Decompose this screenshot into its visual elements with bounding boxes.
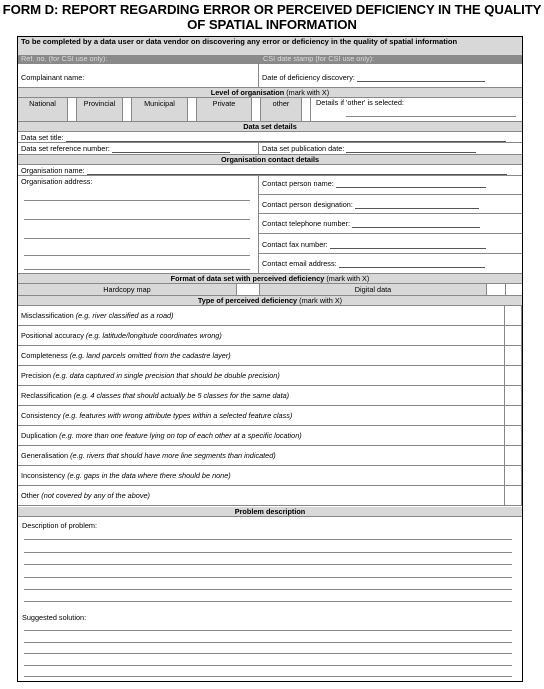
problem-description-area (18, 517, 522, 681)
deficiency-type-example: (e.g. land parcels omitted from the cadastre layer) (69, 351, 231, 360)
contact-person-name-label: Contact person name: (262, 179, 334, 188)
ref-no-label: Ref. no. (for CSI use only): (21, 56, 108, 63)
deficiency-row-text (18, 486, 504, 505)
contact-person-designation-field[interactable] (259, 195, 522, 214)
deficiency-type-name: Inconsistency (21, 471, 66, 480)
deficiency-type-example: (e.g. rivers that should have more line segments than indicated) (70, 451, 276, 460)
deficiency-row (18, 446, 522, 466)
deficiency-checkbox[interactable] (504, 326, 522, 345)
csi-stamp-label: CSI date stamp (for CSI use only): (263, 56, 375, 63)
org-heading-row (18, 155, 522, 165)
deficiency-row (18, 426, 522, 446)
deficiency-type-example: (e.g. 4 classes that should actually be 5 classes for the same data) (73, 391, 290, 400)
dataset-ref-label: Data set reference number: (21, 144, 110, 153)
dataset-ref-row (18, 143, 522, 155)
deficiency-type-example: (e.g. gaps in the data where there should be none) (67, 471, 231, 480)
org-address-label: Organisation address: (21, 177, 93, 186)
deficiency-checkbox[interactable] (504, 406, 522, 425)
format-option-digital: Digital data (260, 284, 486, 295)
level-option-municipal: Municipal (132, 98, 187, 121)
complainant-name-field[interactable] (18, 64, 258, 87)
deficiency-type-name: Reclassification (21, 391, 72, 400)
deficiency-type-name: Consistency (21, 411, 61, 420)
deficiency-row (18, 346, 522, 366)
deficiency-heading-note: (mark with X) (299, 296, 343, 305)
dataset-heading: Data set details (243, 122, 297, 131)
contact-person-name-field[interactable] (259, 176, 522, 195)
org-address-field[interactable] (18, 176, 258, 273)
contact-person-designation-label: Contact person designation: (262, 200, 353, 209)
dataset-title-row (18, 132, 522, 143)
other-details-label: Details if 'other' is selected: (316, 98, 404, 107)
level-options-row (18, 98, 522, 122)
problem-description-label: Description of problem: (22, 521, 98, 530)
format-heading: Format of data set with perceived deficiency (170, 274, 325, 283)
level-option-other: other (261, 98, 301, 121)
deficiency-checkbox[interactable] (504, 466, 522, 485)
dataset-pub-date-label: Data set publication date: (262, 144, 345, 153)
office-use-bar (18, 56, 522, 64)
deficiency-row (18, 406, 522, 426)
deficiency-type-example: (not covered by any of the above) (41, 491, 150, 500)
form-title-line-2: OF SPATIAL INFORMATION (187, 17, 357, 32)
dataset-title-label: Data set title: (21, 133, 64, 142)
problem-heading: Problem description (234, 507, 306, 516)
format-options-row (18, 284, 522, 296)
dataset-heading-row (18, 122, 522, 132)
contact-fax-label: Contact fax number: (262, 240, 328, 249)
level-checkbox-national[interactable] (67, 98, 77, 121)
intro-row (18, 37, 522, 56)
level-heading-note: (mark with X) (286, 88, 330, 97)
deficiency-type-name: Completeness (21, 351, 68, 360)
deficiency-type-name: Other (21, 491, 40, 500)
other-details-field[interactable] (313, 98, 521, 121)
complainant-row (18, 64, 522, 88)
deficiency-checkbox[interactable] (504, 446, 522, 465)
dataset-ref-field[interactable] (18, 143, 258, 154)
contact-email-label: Contact email address: (262, 259, 337, 268)
deficiency-heading: Type of perceived deficiency (197, 296, 298, 305)
dataset-pub-date-field[interactable] (259, 143, 521, 154)
deficiency-row-text (18, 426, 504, 445)
level-option-provincial: Provincial (77, 98, 122, 121)
deficiency-row (18, 366, 522, 386)
deficiency-checkbox[interactable] (504, 366, 522, 385)
discovery-date-label: Date of deficiency discovery: (262, 73, 355, 82)
dataset-title-field[interactable] (18, 132, 522, 142)
format-checkbox-hardcopy[interactable] (236, 284, 260, 295)
intro-text: To be completed by a data user or data vendor on discovering any error or deficiency in the quality of spatial information (21, 37, 458, 46)
deficiency-type-example: (e.g. features with wrong attribute types within a selected feature class) (62, 411, 293, 420)
form-title-line-1: FORM D: REPORT REGARDING ERROR OR PERCEIVED DEFICIENCY IN THE QUALITY (2, 2, 542, 17)
deficiency-heading-row (18, 296, 522, 306)
deficiency-type-name: Positional accuracy (21, 331, 84, 340)
deficiency-row (18, 466, 522, 486)
deficiency-row (18, 486, 522, 506)
deficiency-checkbox[interactable] (504, 386, 522, 405)
deficiency-row-text (18, 366, 504, 385)
deficiency-type-name: Generalisation (21, 451, 69, 460)
org-name-field[interactable] (18, 165, 522, 175)
form-title (0, 2, 544, 32)
deficiency-type-example: (e.g. data captured in single precision that should be double precision) (53, 371, 280, 380)
deficiency-row-text (18, 386, 504, 405)
format-checkbox-digital[interactable] (486, 284, 506, 295)
deficiency-row-text (18, 306, 504, 325)
deficiency-type-example: (e.g. latitude/longitude coordinates wrong) (85, 331, 222, 340)
deficiency-type-example: (e.g. more than one feature lying on top of each other at a specific location) (59, 431, 302, 440)
level-option-private: Private (197, 98, 251, 121)
deficiency-row-text (18, 346, 504, 365)
deficiency-row (18, 326, 522, 346)
deficiency-checkbox[interactable] (504, 306, 522, 325)
contact-telephone-field[interactable] (259, 214, 522, 234)
problem-description-field[interactable] (22, 521, 97, 530)
suggested-solution-field[interactable] (22, 613, 86, 622)
deficiency-row (18, 306, 522, 326)
level-heading-row (18, 88, 522, 98)
contact-fax-field[interactable] (259, 234, 522, 254)
format-option-hardcopy: Hardcopy map (18, 284, 236, 295)
level-checkbox-other[interactable] (301, 98, 311, 121)
level-checkbox-provincial[interactable] (122, 98, 132, 121)
deficiency-checkbox[interactable] (504, 486, 522, 505)
level-option-national: National (18, 98, 67, 121)
contact-telephone-label: Contact telephone number: (262, 219, 351, 228)
format-heading-note: (mark with X) (326, 274, 370, 283)
level-heading: Level of organisation (210, 88, 285, 97)
deficiency-row (18, 386, 522, 406)
deficiency-type-name: Duplication (21, 431, 58, 440)
complainant-name-label: Complainant name: (21, 73, 85, 82)
deficiency-checkbox[interactable] (504, 426, 522, 445)
deficiency-row-text (18, 446, 504, 465)
deficiency-type-example: (e.g. river classified as a road) (75, 311, 174, 320)
org-name-row (18, 165, 522, 176)
format-heading-row (18, 274, 522, 284)
deficiency-row-text (18, 406, 504, 425)
deficiency-checkbox[interactable] (504, 346, 522, 365)
org-address-block (18, 176, 522, 274)
deficiency-row-text (18, 466, 504, 485)
org-heading: Organisation contact details (220, 155, 320, 164)
problem-heading-row (18, 507, 522, 517)
deficiency-row-text (18, 326, 504, 345)
level-checkbox-private[interactable] (251, 98, 261, 121)
org-name-label: Organisation name: (21, 166, 85, 175)
deficiency-type-name: Misclassification (21, 311, 74, 320)
suggested-solution-label: Suggested solution: (22, 613, 87, 622)
level-checkbox-municipal[interactable] (187, 98, 197, 121)
deficiency-type-name: Precision (21, 371, 52, 380)
discovery-date-field[interactable] (259, 64, 521, 87)
deficiency-report-form (17, 36, 523, 682)
contact-email-field[interactable] (259, 254, 522, 273)
